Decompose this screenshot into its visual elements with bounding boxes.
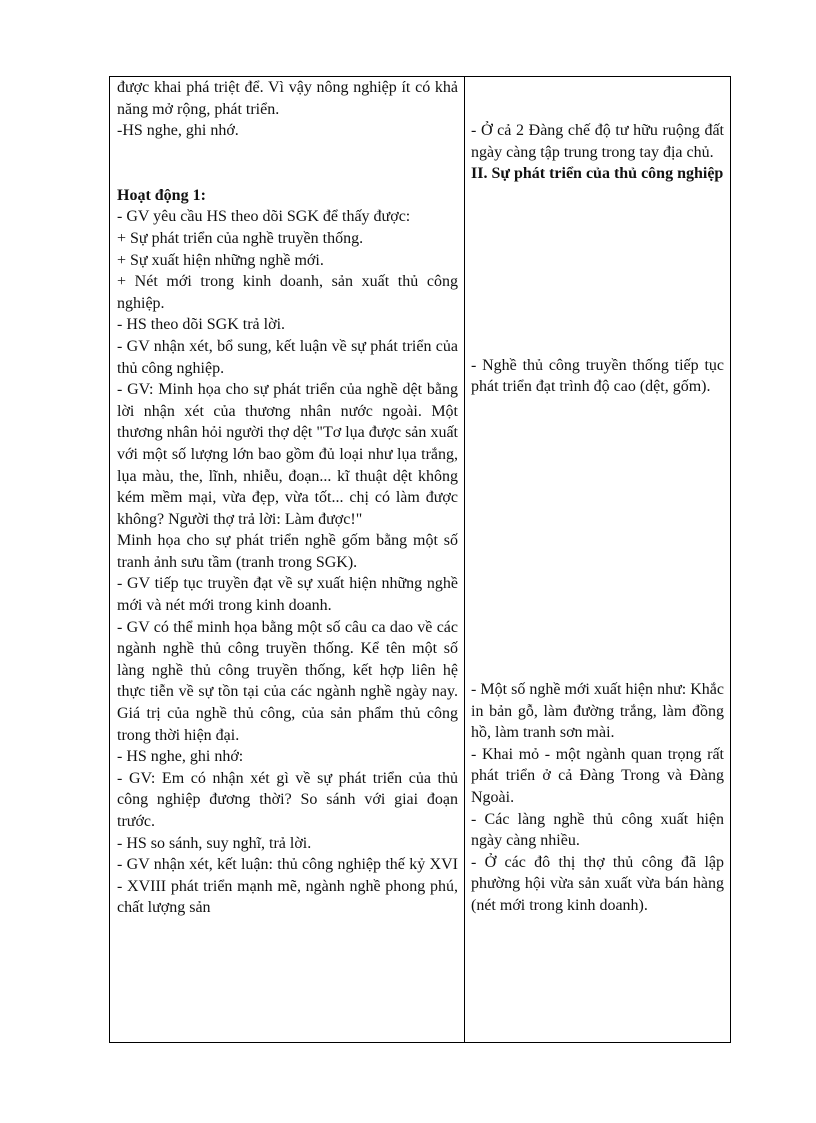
activity-title: Hoạt động 1: <box>117 186 206 204</box>
paragraph: - HS nghe, ghi nhớ: <box>117 748 244 766</box>
paragraph: - GV: Em có nhận xét gì về sự phát triển của thủ công nghiệp đương thời? So sánh với giai đoạn trước. <box>117 769 458 830</box>
paragraph: - GV tiếp tục truyền đạt về sự xuất hiện những nghề mới và nét mới trong kinh doanh. <box>117 575 458 615</box>
paragraph: - GV yêu cầu HS theo dõi SGK để thấy được: <box>117 208 411 226</box>
list-item: - Ở các đô thị thợ thủ công đã lập phường hội vừa sản xuất vừa bán hàng (nét mới trong kinh doanh). <box>471 853 724 914</box>
lesson-table <box>109 76 731 1043</box>
lesson-content-column <box>465 77 730 1042</box>
paragraph: -HS nghe, ghi nhớ. <box>117 122 239 140</box>
paragraph: + Sự xuất hiện những nghề mới. <box>117 251 324 269</box>
teacher-student-activities-column <box>110 77 465 1042</box>
paragraph: - GV có thể minh họa bằng một số câu ca dao về các ngành nghề thủ công truyền thống. Kể tên một số làng nghề thủ công truyền thống, kết hợp liên hệ thực tiễn về sự tồn tại của các ngành nghề ngày nay. Giá trị của nghề thủ công, của sản phẩm thủ công trong thời hiện đại. <box>117 618 458 744</box>
paragraph: - GV nhận xét, kết luận: thủ công nghiệp thế kỷ XVI - XVIII phát triển mạnh mẽ, ngành nghề phong phú, chất lượng sản <box>117 856 458 917</box>
paragraph: - HS theo dõi SGK trả lời. <box>117 316 286 334</box>
paragraph: Minh họa cho sự phát triển nghề gốm bằng một số tranh ảnh sưu tầm (tranh trong SGK). <box>117 532 458 571</box>
list-item: - Khai mỏ - một ngành quan trọng rất phát triển ở cả Đàng Trong và Đàng Ngoài. <box>471 745 724 806</box>
list-item: - Các làng nghề thủ công xuất hiện ngày càng nhiều. <box>471 810 724 850</box>
paragraph: - GV: Minh họa cho sự phát triển của nghề dệt bằng lời nhận xét của thương nhân nước ngoài. Một thương nhân hỏi người thợ dệt "Tơ lụa được sản xuất với một số lượng lớn bao gồm đủ loại như lụa trắng, lụa màu, the, lĩnh, nhiễu, đoạn... kĩ thuật dệt không kém mềm mại, vừa đẹp, vừa tốt... chị có làm được không? Người thợ trả lời: Làm được!" <box>117 381 458 528</box>
ownership-note: - Ở cả 2 Đàng chế độ tư hữu ruộng đất ngày càng tập trung trong tay địa chủ. <box>471 122 724 161</box>
list-item: - Một số nghề mới xuất hiện như: Khắc in bản gỗ, làm đường trắng, làm đồng hồ, làm tranh sơn mài. <box>471 680 724 742</box>
paragraph: + Sự phát triển của nghề truyền thống. <box>117 229 364 247</box>
paragraph: + Nét mới trong kinh doanh, sản xuất thủ công nghiệp. <box>117 273 458 312</box>
section-title: II. Sự phát triển của thủ công nghiệp <box>471 165 724 183</box>
traditional-crafts-note: - Nghề thủ công truyền thống tiếp tục phát triển đạt trình độ cao (dệt, gốm). <box>471 356 724 396</box>
paragraph: được khai phá triệt để. Vì vậy nông nghiệp ít có khả năng mở rộng, phát triển. <box>117 79 458 118</box>
paragraph: - GV nhận xét, bổ sung, kết luận về sự phát triển của thủ công nghiệp. <box>117 337 458 377</box>
paragraph: - HS so sánh, suy nghĩ, trả lời. <box>117 834 312 852</box>
